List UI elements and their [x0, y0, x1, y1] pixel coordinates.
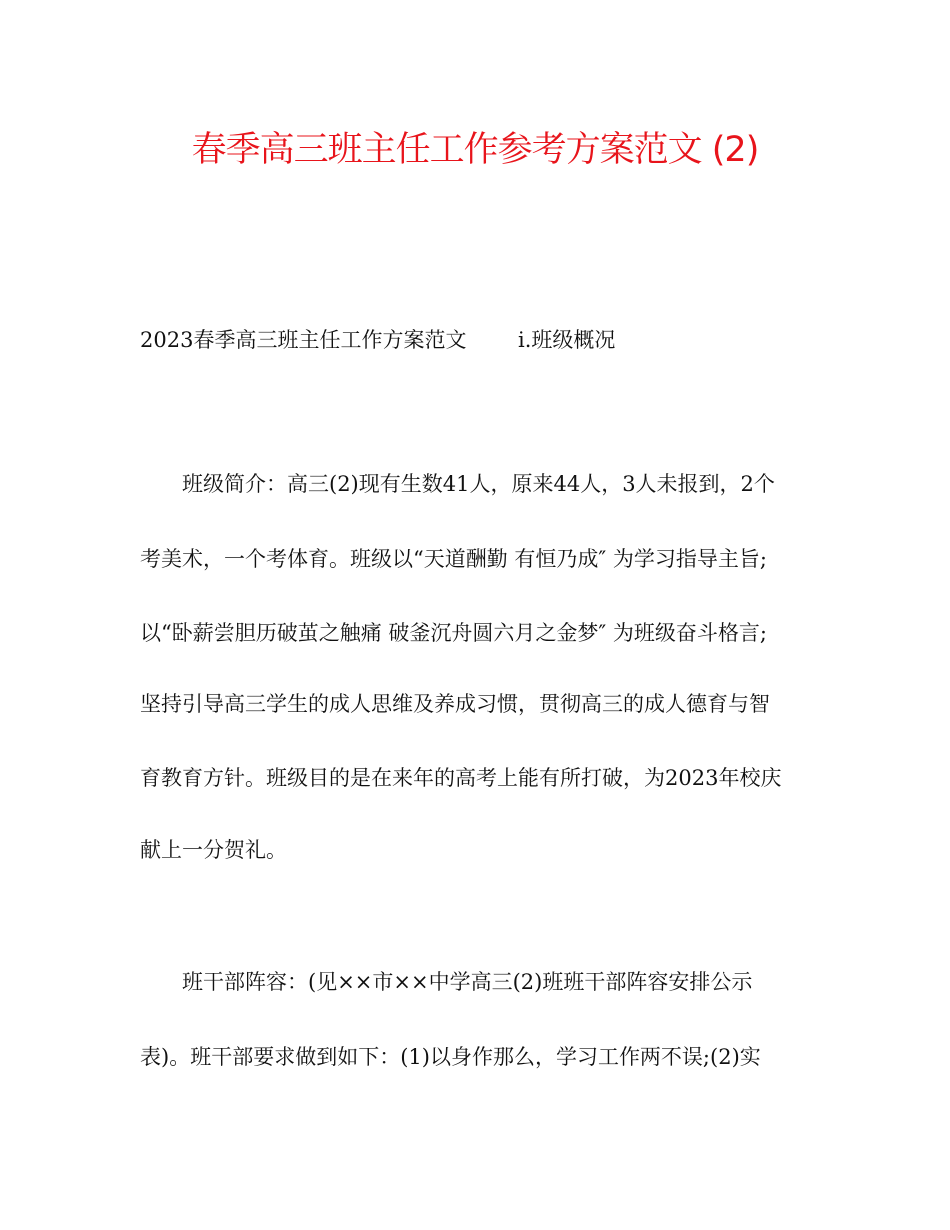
text-line: 坚持引导高三学生的成人思维及养成习惯，贯彻高三的成人德育与智 — [140, 692, 770, 716]
text-line: 育教育方针。班级目的是在来年的高考上能有所打破，为2023年校庆 — [140, 766, 782, 790]
text-line: 表)。班干部要求做到如下：(1)以身作那么，学习工作两不误;(2)实 — [140, 1045, 761, 1069]
text-line: 班干部阵容：(见××市××中学高三(2)班班干部阵容安排公示 — [182, 970, 753, 994]
text-line: 献上一分贺礼。 — [140, 838, 287, 862]
text-line: 考美术，一个考体育。班级以“天道酬勤 有恒乃成″ 为学习指导主旨; — [140, 547, 768, 571]
text-line: 以“卧薪尝胆历破茧之触痛 破釜沉舟圆六月之金梦″ 为班级奋斗格言; — [140, 621, 768, 645]
text-line: 班级简介：高三(2)现有生数41人，原来44人，3人未报到，2个 — [182, 472, 775, 496]
document-title: 春季高三班主任工作参考方案范文 (2) — [191, 130, 759, 170]
document-subtitle: 2023春季高三班主任工作方案范文 — [140, 328, 467, 352]
section-heading: ⅰ.班级概况 — [518, 328, 616, 352]
